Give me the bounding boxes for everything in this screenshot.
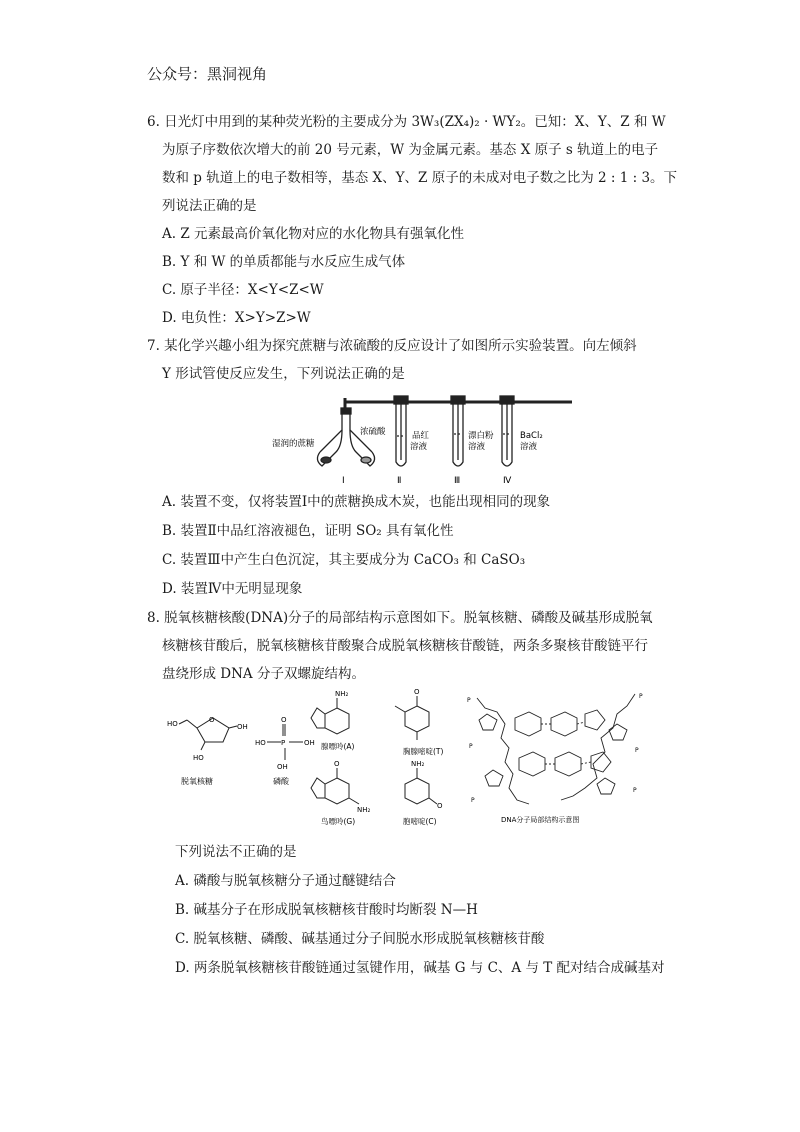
guanine-o: O	[334, 760, 340, 768]
phosphoric-oh-2: OH	[277, 763, 288, 771]
dna-p-1: P	[467, 697, 471, 704]
q7-option-b: B. 装置Ⅱ中品红溶液褪色，证明 SO₂ 具有氧化性	[162, 523, 454, 539]
phosphoric-p: P	[281, 739, 286, 747]
cytosine-structure	[405, 768, 437, 804]
deoxyribose-o: O	[209, 716, 215, 724]
q7-option-a: A. 装置不变，仅将装置Ⅰ中的蔗糖换成木炭，也能出现相同的现象	[162, 494, 551, 510]
q8-option-c: C. 脱氧核糖、磷酸、碱基通过分子间脱水形成脱氧核糖核苷酸	[175, 931, 545, 947]
roman-i: Ⅰ	[342, 476, 345, 486]
adenine-structure	[311, 698, 349, 734]
dna-structures-figure	[165, 684, 665, 829]
phosphoric-label: 磷酸	[273, 777, 289, 786]
label-acid: 浓硫酸	[360, 427, 386, 437]
test-tube-ii	[394, 396, 408, 466]
account-header: 公众号：黑洞视角	[147, 65, 268, 83]
label-sugar: 湿润的蔗糖	[272, 439, 315, 449]
deoxyribose-structure	[179, 718, 237, 750]
deoxyribose-ho: HO	[167, 720, 178, 728]
dna-p-4: P	[639, 693, 643, 700]
deoxyribose-label: 脱氧核糖	[181, 777, 213, 786]
phosphoric-oh: OH	[304, 739, 315, 747]
test-tube-iii	[451, 396, 465, 466]
guanine-structure	[311, 768, 359, 804]
q8-option-d: D. 两条脱氧核糖核苷酸链通过氢键作用，碱基 G 与 C、A 与 T 配对结合成碱基对	[175, 960, 665, 976]
q8-option-b: B. 碱基分子在形成脱氧核糖核苷酸时均断裂 N—H	[175, 902, 478, 918]
q8-line-3: 盘绕形成 DNA 分子双螺旋结构。	[162, 666, 365, 682]
q6-option-b: B. Y 和 W 的单质都能与水反应生成气体	[162, 254, 406, 270]
q8-line-2: 核糖核苷酸后，脱氧核糖核苷酸聚合成脱氧核糖核苷酸链，两条多聚核苷酸链平行	[162, 638, 648, 654]
dna-p-6: P	[633, 787, 637, 794]
roman-iii: Ⅲ	[454, 476, 461, 486]
dna-p-2: P	[469, 743, 473, 750]
q6-line-2: 为原子序数依次增大的前 20 号元素，W 为金属元素。基态 X 原子 s 轨道上的电子	[162, 142, 659, 158]
q6-line-1: 6. 日光灯中用到的某种荧光粉的主要成分为 3W₃(ZX₄)₂ · WY₂。已知：X、Y、Z 和 W	[147, 114, 666, 130]
q6-line-4: 列说法正确的是	[162, 198, 257, 214]
q6-option-c: C. 原子半径：X<Y<Z<W	[162, 282, 324, 298]
label-bacl-2: 溶液	[520, 442, 538, 452]
deoxyribose-oh: OH	[237, 723, 248, 731]
label-bacl-1: BaCl₂	[520, 431, 543, 441]
dna-caption: DNA分子局部结构示意图	[501, 816, 580, 824]
dna-p-5: P	[635, 747, 639, 754]
thymine-structure	[395, 696, 429, 740]
cytosine-o: O	[437, 802, 443, 810]
thymine-o: O	[414, 688, 420, 696]
label-pin-1: 品红	[412, 431, 430, 441]
cytosine-label: 胞嘧啶(C)	[403, 817, 437, 826]
dna-partial-structure	[477, 694, 635, 804]
deoxyribose-ho-2: HO	[193, 754, 204, 762]
label-pin-2: 溶液	[410, 442, 428, 452]
q7-line-2: Y 形试管使反应发生，下列说法正确的是	[162, 366, 405, 382]
label-bleach-2: 溶液	[468, 442, 486, 452]
thymine-label: 胸腺嘧啶(T)	[403, 747, 444, 756]
phosphoric-ho: HO	[255, 739, 266, 747]
roman-ii: Ⅱ	[397, 476, 402, 486]
q6-option-a: A. Z 元素最高价氧化物对应的水化物具有强氧化性	[162, 226, 465, 242]
q7-option-d: D. 装置Ⅳ中无明显现象	[162, 581, 303, 597]
q8-option-a: A. 磷酸与脱氧核糖分子通过醚键结合	[175, 873, 396, 889]
q6-line-3: 数和 p 轨道上的电子数相等，基态 X、Y、Z 原子的未成对电子数之比为 2 : 1 : 3。下	[162, 170, 678, 186]
adenine-label: 腺嘌呤(A)	[321, 742, 355, 751]
q7-option-c: C. 装置Ⅲ中产生白色沉淀，其主要成分为 CaCO₃ 和 CaSO₃	[162, 552, 526, 568]
phosphoric-o: O	[281, 716, 287, 724]
guanine-nh2: NH₂	[357, 806, 371, 814]
q8-stem: 下列说法不正确的是	[175, 844, 297, 860]
q8-line-1: 8. 脱氧核糖核酸(DNA)分子的局部结构示意图如下。脱氧核糖、磷酸及碱基形成脱氧	[147, 610, 653, 626]
q7-line-1: 7. 某化学兴趣小组为探究蔗糖与浓硫酸的反应设计了如图所示实验装置。向左倾斜	[147, 338, 637, 354]
label-bleach-1: 漂白粉	[468, 431, 494, 441]
dna-p-3: P	[471, 797, 475, 804]
roman-iv: Ⅳ	[503, 476, 512, 486]
test-tube-iv	[500, 396, 514, 466]
q6-option-d: D. 电负性：X>Y>Z>W	[162, 310, 311, 326]
y-tube-i	[317, 408, 374, 466]
adenine-nh2: NH₂	[335, 690, 349, 698]
apparatus-figure	[270, 390, 580, 490]
guanine-label: 鸟嘌呤(G)	[321, 817, 356, 826]
cytosine-nh2: NH₂	[411, 760, 425, 768]
